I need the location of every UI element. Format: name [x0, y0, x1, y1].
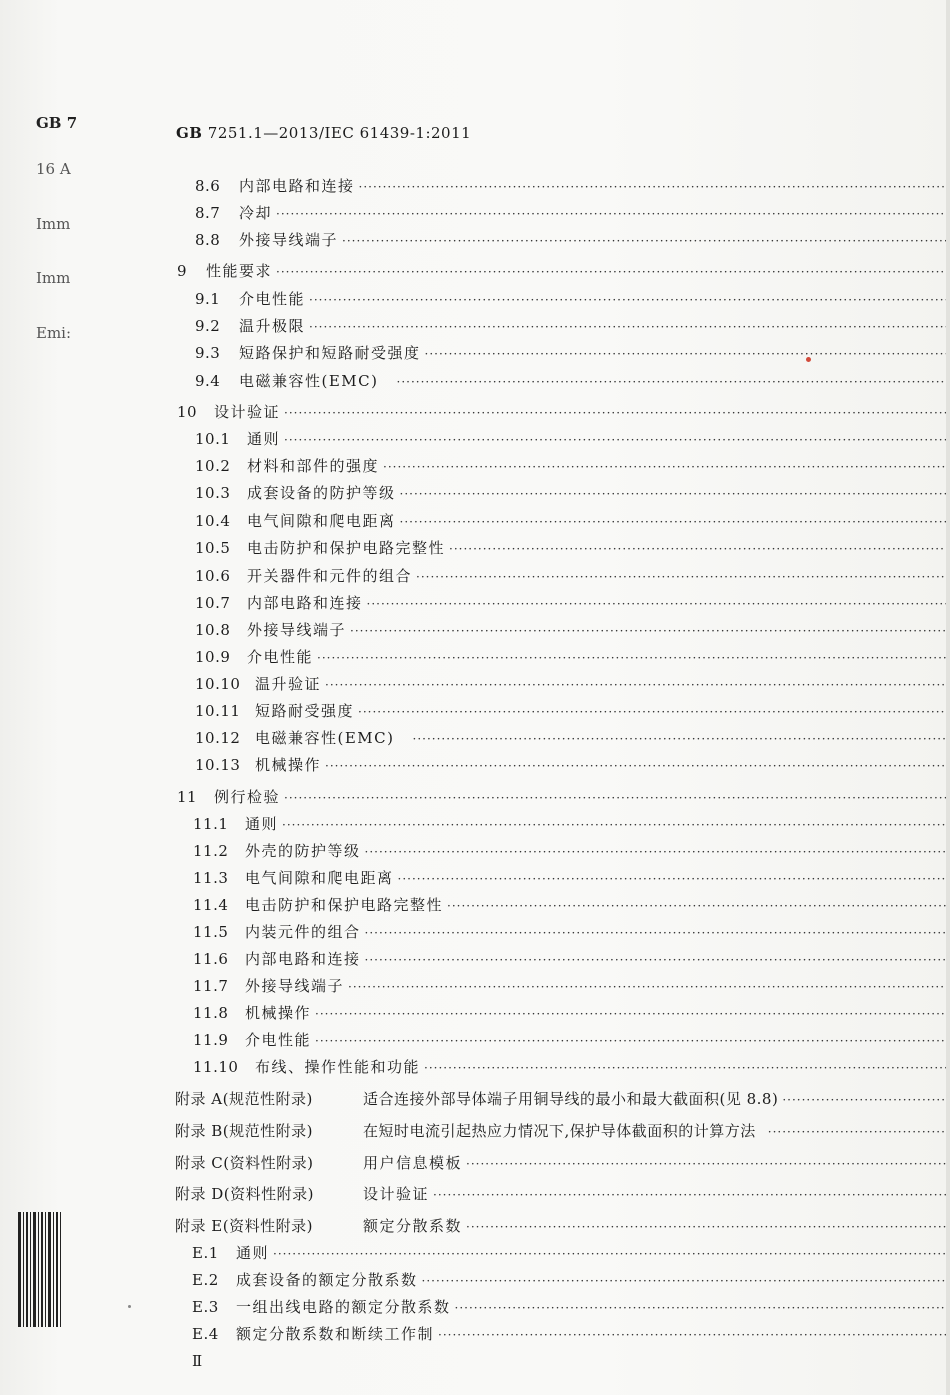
toc-entry[interactable] [195, 428, 946, 452]
toc-entry[interactable] [193, 867, 946, 891]
toc-entry-number: 11.1 [193, 815, 229, 833]
toc-entry-title: 一组出线电路的额定分散系数 [236, 1298, 451, 1316]
toc-entry-number: 8.6 [195, 177, 221, 195]
toc-entry-number: E.1 [192, 1244, 219, 1262]
toc-entry-title: 介电性能 [247, 648, 314, 666]
dot-leader [365, 845, 946, 859]
toc-entry[interactable] [195, 202, 946, 226]
dot-leader [317, 651, 946, 665]
toc-entry-title: 冷却 [239, 204, 273, 222]
toc-entry-number: 10 [177, 403, 198, 421]
toc-entry-number: 11.8 [193, 1004, 229, 1022]
toc-chapter[interactable] [177, 260, 946, 284]
toc-entry-title: 通则 [236, 1244, 270, 1262]
toc-entry-number: 11.6 [193, 950, 229, 968]
toc-entry-number: 9.2 [195, 317, 221, 335]
dot-leader [350, 624, 946, 638]
toc-entry-number: 11 [177, 788, 198, 806]
toc-entry-number: 10.2 [195, 457, 231, 475]
toc-entry-number: 10.13 [195, 756, 241, 774]
toc-entry[interactable] [195, 315, 946, 339]
toc-entry-number: 附录 C(资料性附录) [175, 1154, 314, 1172]
dot-leader [342, 234, 946, 248]
dot-leader [358, 705, 946, 719]
toc-entry-number: 附录 B(规范性附录) [175, 1122, 313, 1140]
toc-entry[interactable] [195, 342, 946, 366]
dot-leader [276, 207, 946, 221]
dot-leader [284, 791, 946, 805]
toc-entry-number: 8.8 [195, 231, 221, 249]
toc-annex[interactable] [175, 1088, 946, 1112]
toc-entry-number: 10.4 [195, 512, 231, 530]
dot-leader [768, 1125, 946, 1139]
toc-entry-number: 10.6 [195, 567, 231, 585]
toc-entry-number: 11.10 [193, 1058, 239, 1076]
dot-leader [284, 433, 946, 447]
toc-entry-number: 9 [177, 262, 188, 280]
toc-entry-number: 8.7 [195, 204, 221, 222]
toc-entry-number: 11.7 [193, 977, 229, 995]
dot-leader [466, 1157, 946, 1171]
toc-entry-title: 额定分散系数 [363, 1217, 463, 1235]
toc-entry[interactable] [193, 948, 946, 972]
toc-entry[interactable] [195, 592, 946, 616]
margin-fragment: Imm [36, 215, 71, 233]
toc-entry-title: 电气间隙和爬电距离 [247, 512, 396, 530]
dot-leader [348, 980, 946, 994]
toc-entry[interactable] [195, 673, 946, 697]
dot-leader [455, 1301, 946, 1315]
toc-entry[interactable] [195, 370, 946, 394]
toc-entry-title: 设计验证 [363, 1185, 430, 1203]
toc-entry-number: 10.10 [195, 675, 241, 693]
toc-entry[interactable] [195, 288, 946, 312]
dot-leader [325, 759, 946, 773]
toc-entry[interactable] [195, 727, 946, 751]
toc-entry-title: 电气间隙和爬电距离 [245, 869, 394, 887]
toc-entry-title: 电磁兼容性(EMC) [255, 729, 395, 747]
toc-entry-title: 通则 [245, 815, 279, 833]
toc-entry-number: 11.2 [193, 842, 229, 860]
toc-entry[interactable] [193, 921, 946, 945]
toc-entry-number: 10.7 [195, 594, 231, 612]
toc-entry-number: 10.3 [195, 484, 231, 502]
toc-entry-title: 介电性能 [245, 1031, 312, 1049]
toc-entry[interactable] [195, 619, 946, 643]
dot-leader [315, 1034, 946, 1048]
toc-entry[interactable] [195, 229, 946, 253]
dot-leader [397, 375, 947, 389]
toc-entry-number: 11.4 [193, 896, 229, 914]
toc-entry[interactable] [193, 1029, 946, 1053]
dot-leader [309, 320, 946, 334]
toc-entry-title: 性能要求 [206, 262, 273, 280]
toc-entry-title: 内部电路和连接 [247, 594, 363, 612]
toc-entry-title: 内部电路和连接 [245, 950, 361, 968]
toc-entry[interactable] [195, 455, 946, 479]
dot-leader [438, 1328, 946, 1342]
toc-entry[interactable] [192, 1242, 946, 1266]
toc-entry[interactable] [192, 1269, 946, 1293]
margin-fragment: GB 7 [36, 114, 78, 132]
toc-entry[interactable] [195, 700, 946, 724]
dot-leader [282, 818, 946, 832]
toc-entry-title: 用户信息模板 [363, 1154, 463, 1172]
toc-annex[interactable] [175, 1152, 946, 1176]
toc-entry-title: 材料和部件的强度 [247, 457, 380, 475]
barcode-image [18, 1212, 62, 1327]
toc-entry-title: 短路耐受强度 [255, 702, 355, 720]
toc-entry-title: 短路保护和短路耐受强度 [239, 344, 421, 362]
toc-entry-number: E.2 [192, 1271, 219, 1289]
toc-entry-title: 适合连接外部导体端子用铜导线的最小和最大截面积(见 8.8) [363, 1090, 779, 1108]
toc-entry-number: 11.5 [193, 923, 229, 941]
toc-entry-number: E.3 [192, 1298, 219, 1316]
toc-entry[interactable] [193, 975, 946, 999]
toc-chapter[interactable] [177, 401, 946, 425]
toc-entry-title: 成套设备的防护等级 [247, 484, 396, 502]
toc-entry-number: 10.11 [195, 702, 241, 720]
toc-entry-title: 内部电路和连接 [239, 177, 355, 195]
toc-entry[interactable] [195, 565, 946, 589]
toc-entry-title: 例行检验 [214, 788, 281, 806]
toc-entry[interactable] [192, 1296, 946, 1320]
toc-annex[interactable] [175, 1215, 946, 1239]
toc-entry[interactable] [193, 1002, 946, 1026]
toc-entry-number: 10.12 [195, 729, 241, 747]
toc-entry-title: 外接导线端子 [247, 621, 347, 639]
toc-entry-title: 外接导线端子 [239, 231, 339, 249]
dot-leader [449, 542, 946, 556]
toc-entry[interactable] [193, 894, 946, 918]
page-number: Ⅱ [192, 1352, 203, 1370]
toc-entry-title: 机械操作 [245, 1004, 312, 1022]
toc-entry-title: 内装元件的组合 [245, 923, 361, 941]
toc-entry-title: 机械操作 [255, 756, 322, 774]
dot-leader [398, 872, 946, 886]
toc-entry-number: 9.1 [195, 290, 221, 308]
toc-entry[interactable] [193, 813, 946, 837]
toc-entry-number: 11.9 [193, 1031, 229, 1049]
toc-entry-title: 设计验证 [214, 403, 281, 421]
toc-annex[interactable] [175, 1183, 946, 1207]
dot-leader [359, 180, 946, 194]
dot-leader [782, 1093, 946, 1107]
toc-entry[interactable] [193, 1056, 946, 1080]
toc-entry-number: 9.3 [195, 344, 221, 362]
standard-number: 7251.1—2013/IEC 61439-1:2011 [207, 124, 472, 142]
toc-entry-title: 温升极限 [239, 317, 306, 335]
toc-entry[interactable] [195, 482, 946, 506]
scan-speck [128, 1305, 131, 1308]
toc-entry-number: 10.8 [195, 621, 231, 639]
dot-leader [309, 293, 946, 307]
toc-entry[interactable] [195, 537, 946, 561]
dot-leader [425, 347, 946, 361]
toc-entry-title: 开关器件和元件的组合 [247, 567, 413, 585]
dot-leader [284, 406, 946, 420]
dot-leader [365, 953, 946, 967]
toc-entry[interactable] [193, 840, 946, 864]
toc-entry-number: 10.9 [195, 648, 231, 666]
dot-leader [424, 1061, 946, 1075]
dot-leader [413, 732, 947, 746]
dot-leader [400, 515, 946, 529]
toc-entry-title: 外接导线端子 [245, 977, 345, 995]
toc-entry-title: 成套设备的额定分散系数 [236, 1271, 418, 1289]
dot-leader [400, 487, 946, 501]
dot-leader [422, 1274, 946, 1288]
toc-entry[interactable] [195, 510, 946, 534]
toc-entry-number: 10.5 [195, 539, 231, 557]
toc-entry-number: 9.4 [195, 372, 221, 390]
toc-entry-title: 外壳的防护等级 [245, 842, 361, 860]
running-header [176, 124, 471, 142]
toc-entry-title: 电击防护和保护电路完整性 [245, 896, 444, 914]
toc-entry-title: 通则 [247, 430, 281, 448]
toc-entry[interactable] [192, 1323, 946, 1347]
toc-entry-title: 布线、操作性能和功能 [255, 1058, 421, 1076]
dot-leader [416, 570, 946, 584]
page-edge [946, 0, 950, 1395]
toc-entry[interactable] [195, 175, 946, 199]
toc-entry-number: 附录 A(规范性附录) [175, 1090, 313, 1108]
dot-leader [433, 1188, 946, 1202]
dot-leader [365, 926, 946, 940]
dot-leader [466, 1220, 946, 1234]
toc-entry-number: 11.3 [193, 869, 229, 887]
toc-entry-title: 温升验证 [255, 675, 322, 693]
toc-chapter[interactable] [177, 786, 946, 810]
toc-entry-title: 电磁兼容性(EMC) [239, 372, 379, 390]
toc-annex[interactable] [175, 1120, 946, 1144]
dot-leader [383, 460, 946, 474]
dot-leader [276, 265, 946, 279]
dot-leader [447, 899, 946, 913]
dot-leader [315, 1007, 946, 1021]
toc-entry-title: 在短时电流引起热应力情况下,保护导体截面积的计算方法 [363, 1122, 756, 1140]
toc-entry-number: 附录 D(资料性附录) [175, 1185, 314, 1203]
margin-fragment: Emi: [36, 324, 72, 342]
red-ink-mark [806, 357, 811, 362]
margin-fragment: 16 A [36, 160, 71, 178]
dot-leader [325, 678, 946, 692]
toc-entry[interactable] [195, 754, 946, 778]
standard-prefix: GB [176, 124, 203, 142]
dot-leader [273, 1247, 946, 1261]
toc-entry-number: 附录 E(资料性附录) [175, 1217, 313, 1235]
dot-leader [367, 597, 946, 611]
toc-entry-title: 电击防护和保护电路完整性 [247, 539, 446, 557]
toc-entry-title: 额定分散系数和断续工作制 [236, 1325, 435, 1343]
toc-entry-number: E.4 [192, 1325, 219, 1343]
toc-entry-number: 10.1 [195, 430, 231, 448]
toc-entry[interactable] [195, 646, 946, 670]
margin-fragment: Imm [36, 269, 71, 287]
toc-entry-title: 介电性能 [239, 290, 306, 308]
